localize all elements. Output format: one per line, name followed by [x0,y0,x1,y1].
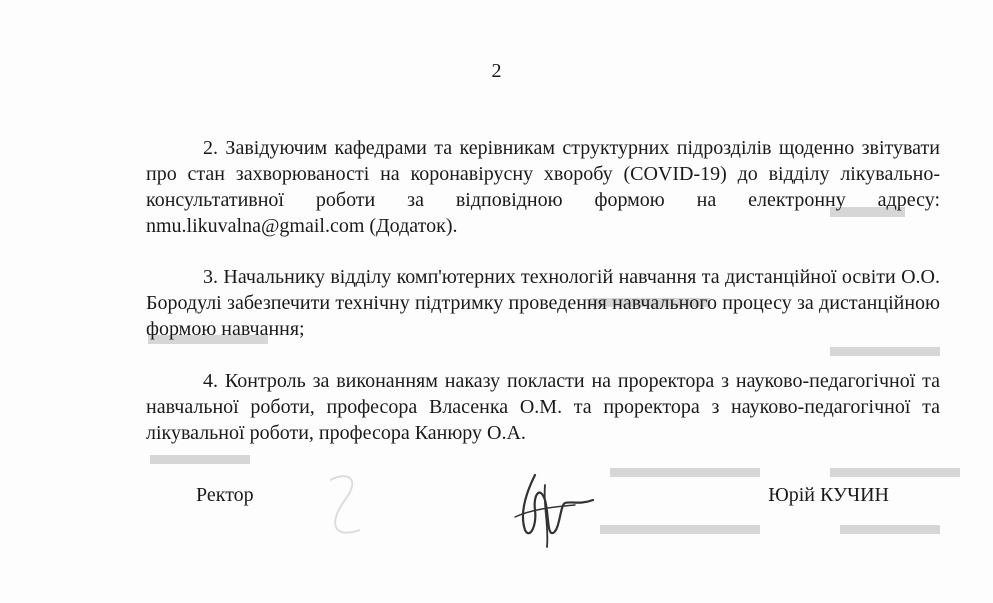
signatory-name: Юрій КУЧИН [768,484,889,506]
paragraph-3-technical-support: 3. Начальнику відділу комп'ютерних технологій навчання та дистанційної освіти О.О. Бородулі забезпечити технічну підтримку проведення навчального процесу за дистанційною формою навчання; [146,266,940,340]
paragraph-2-reporting: 2. Завідуючим кафедрами та керівникам структурних підрозділів щоденно звітувати про стан захворюваності на коронавірусну хворобу (COVID-19) до відділу лікувально-консультативної роботи за відповідною формою на електронну адресу: nmu.likuvalna@gmail.com (Додаток). [146,137,940,237]
signatory-title: Ректор [196,484,254,506]
paragraph-4-control: 4. Контроль за виконанням наказу покласти на проректора з науково-педагогічної та навчальної роботи, професора Власенка О.М. та проректора з науково-педагогічної та лікувальної роботи, професора Канюру О.А. [146,370,940,444]
handwritten-signature-icon [505,455,595,555]
page-number: 2 [491,60,502,82]
